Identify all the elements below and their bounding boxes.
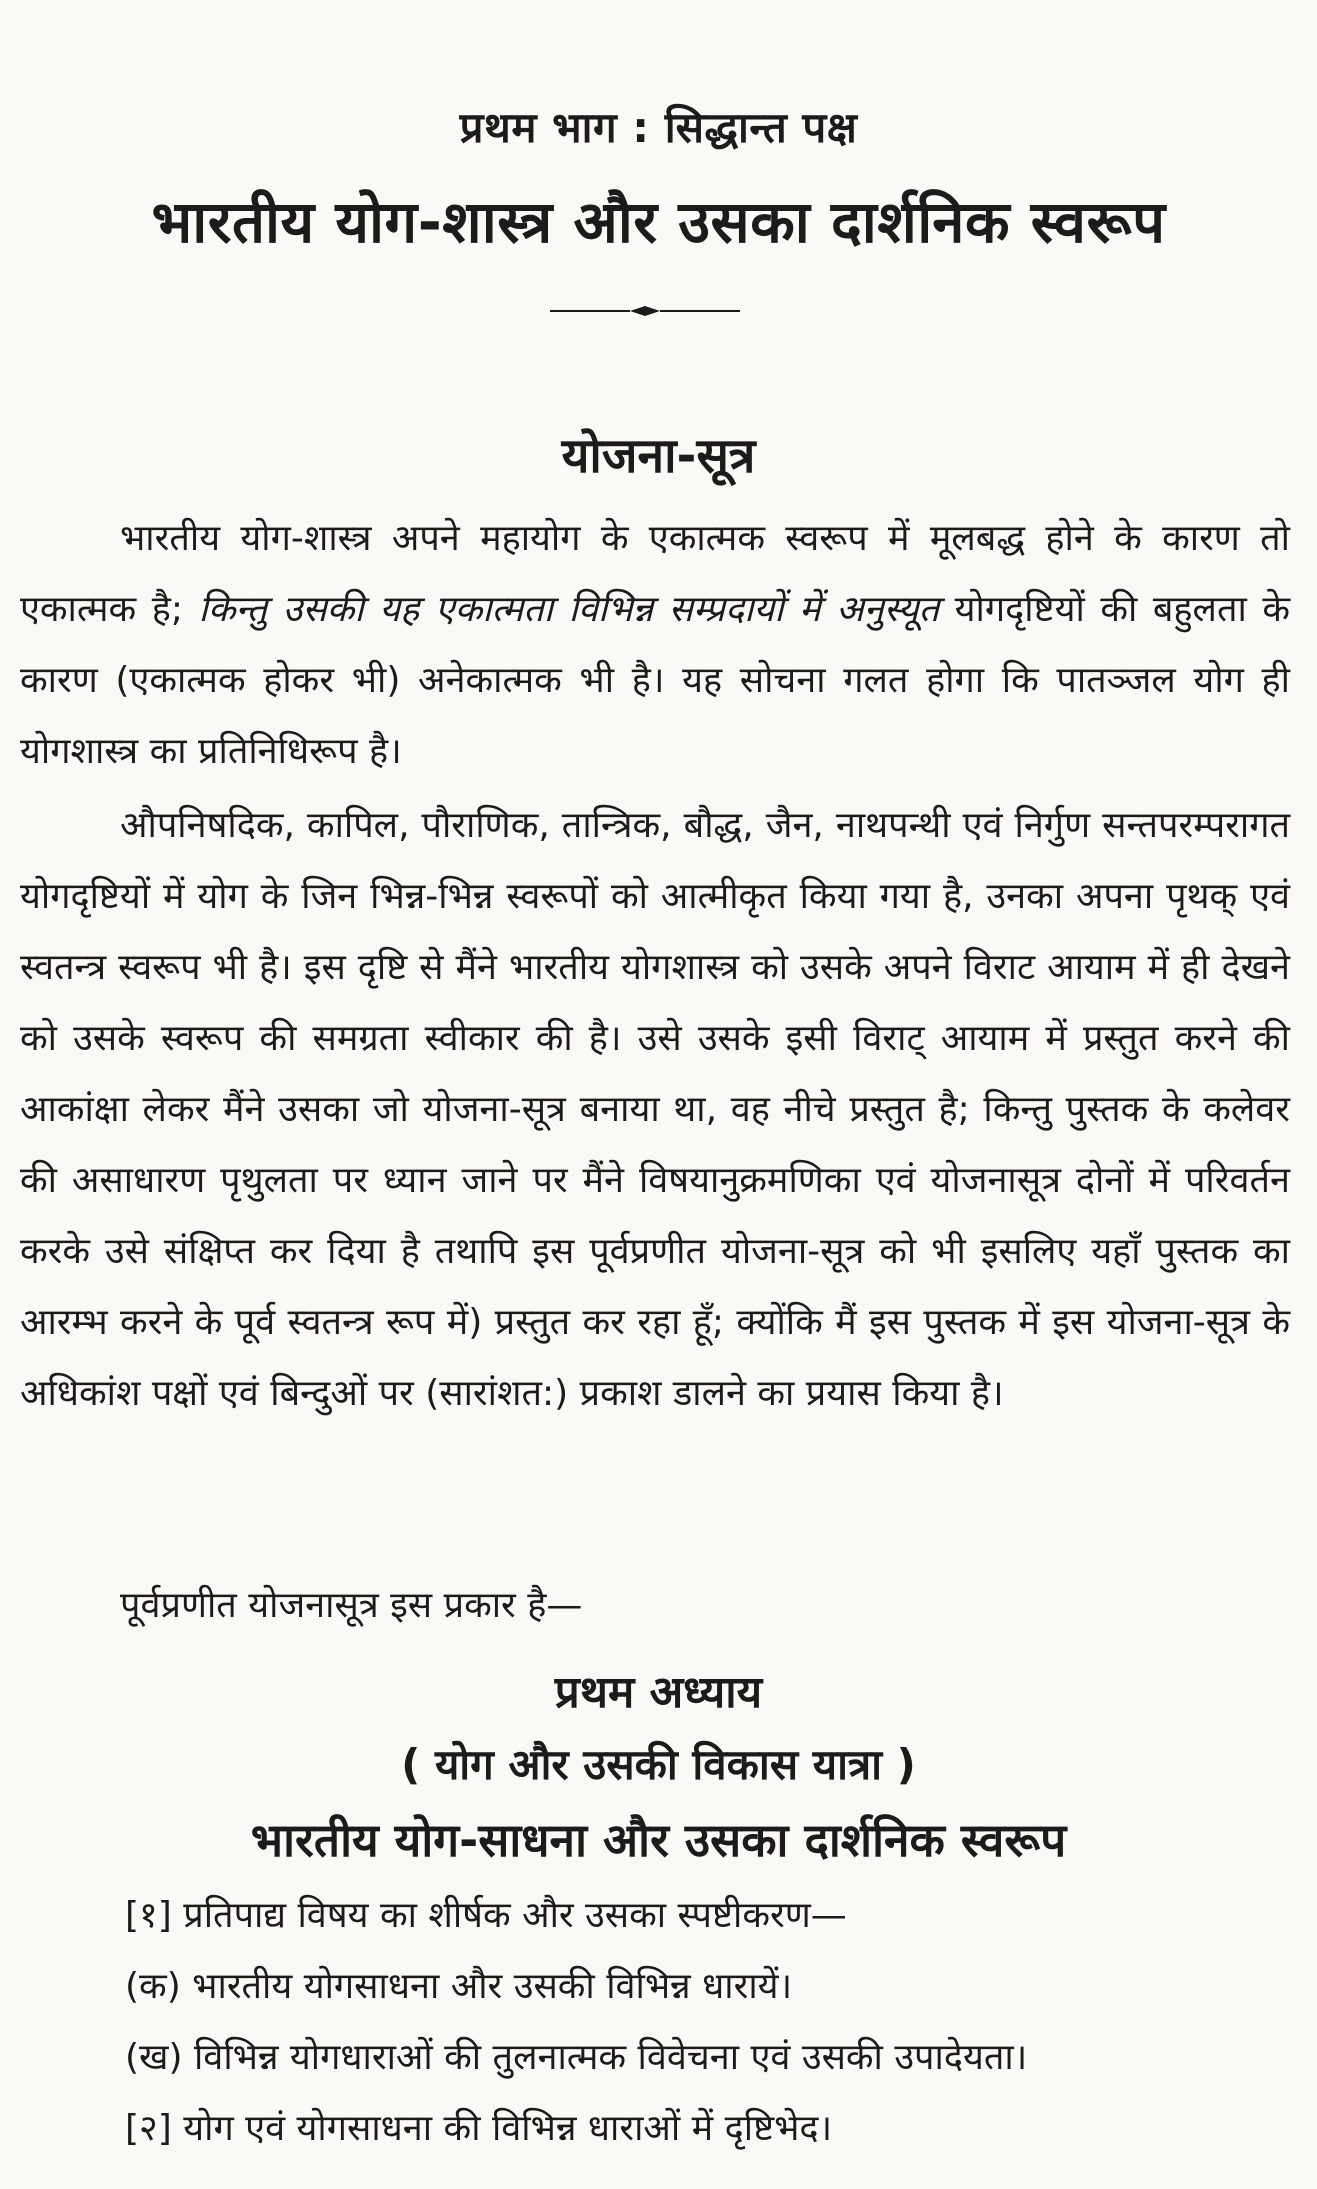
- paragraph-intro-rest: योगदृष्टियों की बहुलता के कारण (एकात्मक होकर भी) अनेकात्मक भी है। यह सोचना गलत होगा कि पातञ्जल योग ही योगशास्त्र का प्रतिनिधिरूप है।: [20, 589, 1290, 772]
- chapter-title: भारतीय योग-साधना और उसका दार्शनिक स्वरूप: [250, 1813, 1067, 1867]
- paragraph-yoga-traditions: [20, 790, 1290, 1429]
- paragraph-scheme-intro-text: पूर्वप्रणीत योजनासूत्र इस प्रकार है—: [120, 1585, 583, 1626]
- part-title: प्रथम भाग : सिद्धान्त पक्ष: [459, 103, 858, 152]
- paragraph-intro-text: भारतीय योग-शास्त्र अपने महायोग के एकात्मक स्वरूप में मूलबद्ध होने के कारण तो एकात्मक है;: [20, 518, 1290, 630]
- paragraph-intro-italic: किन्तु उसकी यह एकात्मता विभिन्न सम्प्रदायों में अनुस्यूत: [198, 589, 940, 630]
- list-item: (ख) विभिन्न योगधाराओं की तुलनात्मक विवेचना एवं उसकी उपादेयता।: [125, 2037, 1028, 2078]
- chapter-subtitle: ( योग और उसकी विकास यात्रा ): [401, 1740, 916, 1789]
- section-heading: योजना-सूत्र: [561, 428, 756, 484]
- chapter-outline-list: [125, 1880, 1295, 2164]
- list-item: (क) भारतीय योगसाधना और उसकी विभिन्न धारायें।: [125, 1966, 793, 2007]
- list-item: [१] प्रतिपाद्य विषय का शीर्षक और उसका स्पष्टीकरण—: [125, 1895, 847, 1936]
- ornamental-divider: [550, 305, 740, 317]
- chapter-number: प्रथम अध्याय: [554, 1667, 763, 1718]
- main-title: भारतीय योग-शास्त्र और उसका दार्शनिक स्वरूप: [151, 188, 1166, 256]
- paragraph-scheme-intro: [20, 1570, 1290, 1641]
- list-item: [२] योग एवं योगसाधना की विभिन्न धाराओं में दृष्टिभेद।: [125, 2108, 833, 2149]
- paragraph-yoga-traditions-text: औपनिषदिक, कापिल, पौराणिक, तान्त्रिक, बौद्ध, जैन, नाथपन्थी एवं निर्गुण सन्तपरम्परागत योगदृष्टियों में योग के जिन भिन्न-भिन्न स्वरूपों को आत्मीकृत किया गया है, उनका अपना पृथक् एवं स्वतन्त्र स्वरूप भी है। इस दृष्टि से मैंने भारतीय योगशास्त्र को उसके अपने विराट आयाम में ही देखने को उसके स्वरूप की समग्रता स्वीकार की है। उसे उसके इसी विराट् आयाम में प्रस्तुत करने की आकांक्षा लेकर मैंने उसका जो योजना-सूत्र बनाया था, वह नीचे प्रस्तुत है; किन्तु पुस्तक के कलेवर की असाधारण पृथुलता पर ध्यान जाने पर मैंने विषयानुक्रमणिका एवं योजनासूत्र दोनों में परिवर्तन करके उसे संक्षिप्त कर दिया है तथापि इस पूर्वप्रणीत योजना-सूत्र को भी इसलिए यहाँ पुस्तक का आरम्भ करने के पूर्व स्वतन्त्र रूप में) प्रस्तुत कर रहा हूँ; क्योंकि मैं इस पुस्तक में इस योजना-सूत्र के अधिकांश पक्षों एवं बिन्दुओं पर (सारांशत:) प्रकाश डालने का प्रयास किया है।: [20, 805, 1290, 1414]
- paragraph-intro: [20, 503, 1290, 787]
